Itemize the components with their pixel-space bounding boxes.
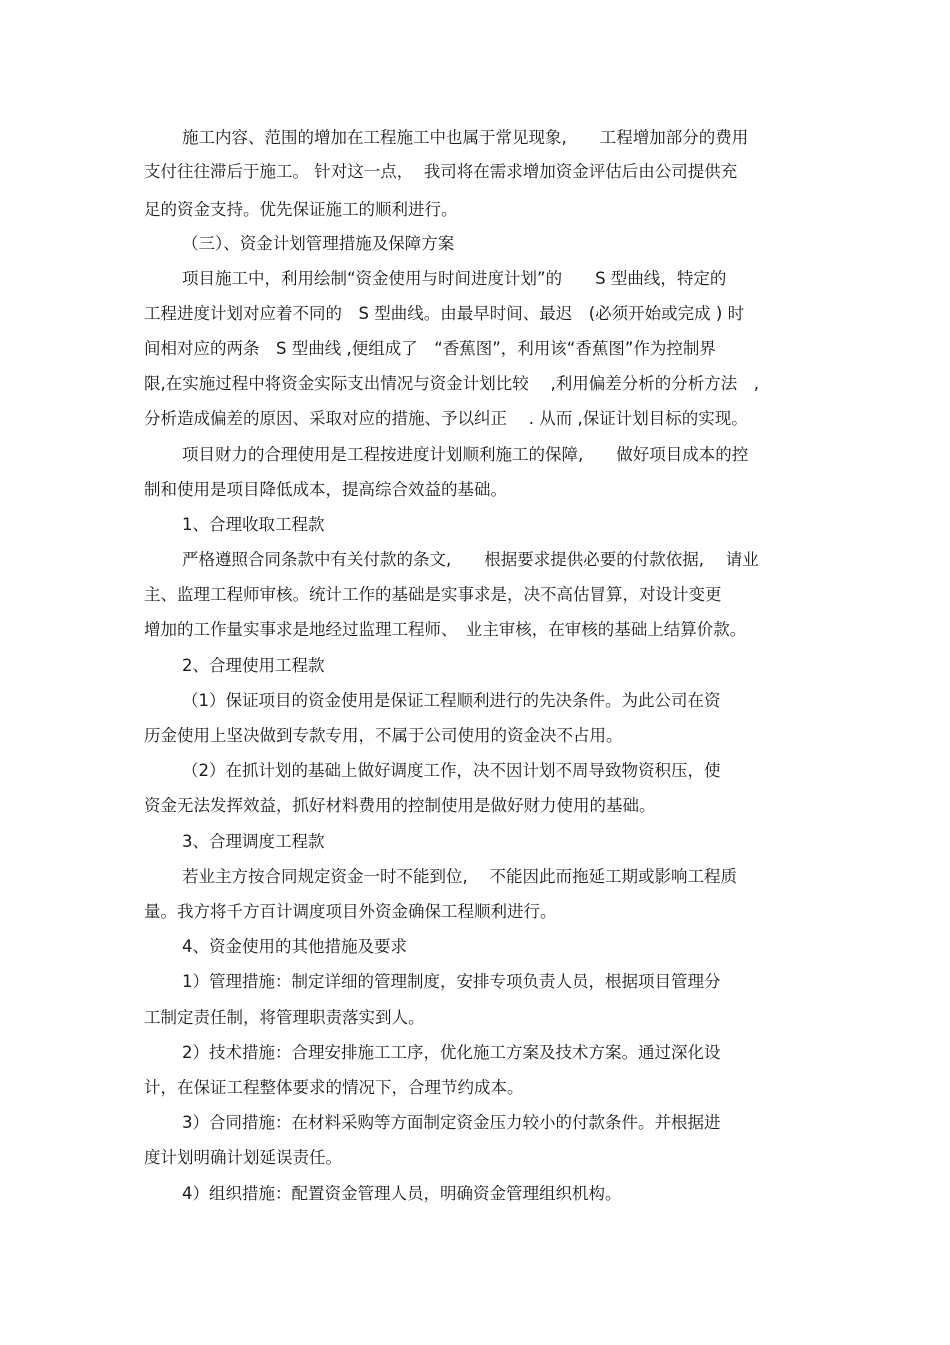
text-line: 量。我方将千方百计调度项目外资金确保工程顺利进行。: [144, 902, 557, 921]
text-line: 项目施工中，利用绘制“资金使用与时间进度计划”的 S 型曲线，特定的: [182, 269, 727, 288]
subheading: 2、合理使用工程款: [182, 656, 325, 675]
subheading: 1、合理收取工程款: [182, 515, 325, 534]
text-line: 足的资金支持。优先保证施工的顺利进行。: [144, 200, 458, 219]
text-line: 主、监理工程师审核。统计工作的基础是实事求是，决不高估冒算，对设计变更: [144, 585, 722, 604]
text-line: 1）管理措施：制定详细的管理制度，安排专项负责人员，根据项目管理分: [182, 972, 721, 991]
text-line: 间相对应的两条 S 型曲线 ,便组成了 “香蕉图”，利用该“香蕉图”作为控制界: [144, 339, 716, 358]
text-line: 3）合同措施：在材料采购等方面制定资金压力较小的付款条件。并根据进: [182, 1113, 721, 1132]
text-line: 工程进度计划对应着不同的 S 型曲线。由最早时间、最迟 (必须开始或完成 ) 时: [144, 304, 745, 323]
text-line: 资金无法发挥效益，抓好材料费用的控制使用是做好财力使用的基础。: [144, 796, 656, 815]
text-line: 分析造成偏差的原因、采取对应的措施、予以纠正 . 从而 ,保证计划目标的实现。: [144, 409, 748, 428]
text-line: 施工内容、范围的增加在工程施工中也属于常见现象, 工程增加部分的费用: [182, 128, 749, 147]
text-line: 4）组织措施：配置资金管理人员，明确资金管理组织机构。: [182, 1184, 622, 1203]
text-line: （1）保证项目的资金使用是保证工程顺利进行的先决条件。为此公司在资: [182, 691, 721, 710]
text-line: 计，在保证工程整体要求的情况下，合理节约成本。: [144, 1078, 524, 1097]
text-line: 项目财力的合理使用是工程按进度计划顺利施工的保障, 做好项目成本的控: [182, 445, 749, 464]
subheading: 4、资金使用的其他措施及要求: [182, 937, 407, 956]
section-heading: （三）、资金计划管理措施及保障方案: [182, 234, 455, 253]
text-line: 2）技术措施：合理安排施工工序，优化施工方案及技术方案。通过深化设: [182, 1043, 721, 1062]
text-line: 历金使用上坚决做到专款专用，不属于公司使用的资金决不占用。: [144, 726, 623, 745]
subheading: 3、合理调度工程款: [182, 832, 325, 851]
text-line: 增加的工作量实事求是地经过监理工程师、 业主审核，在审核的基础上结算价款。: [144, 620, 747, 639]
text-line: 支付往往滞后于施工。 针对这一点， 我司将在需求增加资金评估后由公司提供充: [144, 162, 738, 181]
text-line: 工制定责任制，将管理职责落实到人。: [144, 1008, 425, 1027]
text-line: 度计划明确计划延误责任。: [144, 1148, 342, 1167]
text-line: （2）在抓计划的基础上做好调度工作，决不因计划不周导致物资积压，使: [182, 761, 721, 780]
text-line: 若业主方按合同规定资金一时不能到位, 不能因此而拖延工期或影响工程质: [182, 867, 737, 886]
text-line: 严格遵照合同条款中有关付款的条文, 根据要求提供必要的付款依据, 请业: [182, 550, 759, 569]
text-line: 限,在实施过程中将资金实际支出情况与资金计划比较 ,利用偏差分析的分析方法 ,: [144, 374, 759, 393]
text-line: 制和使用是项目降低成本，提高综合效益的基础。: [144, 480, 507, 499]
